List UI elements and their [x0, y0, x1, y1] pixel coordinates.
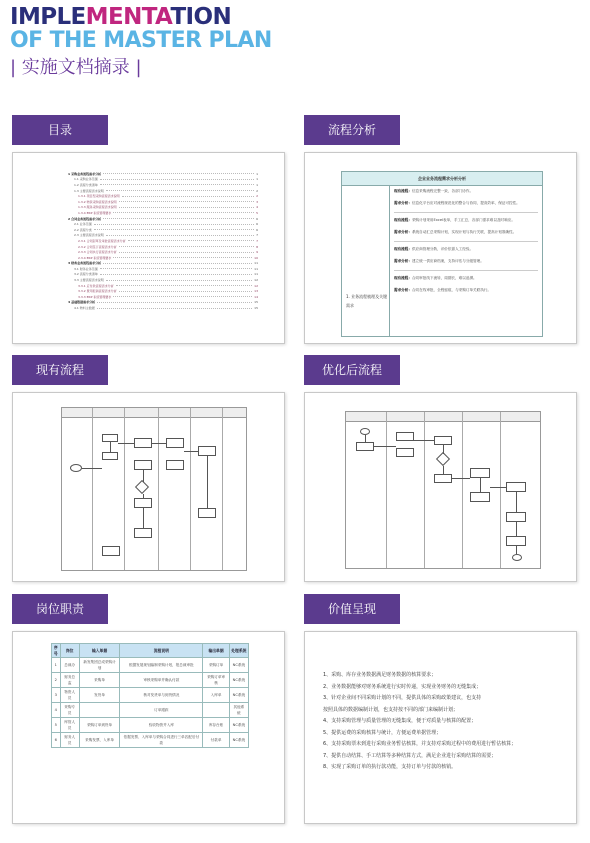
table-cell: 采购订单: [203, 658, 229, 673]
optimized-flow-diagram: [345, 411, 541, 569]
table-cell: NC系统: [229, 658, 248, 673]
table-cell: 3: [52, 688, 61, 703]
flow-analysis-panel: [304, 152, 577, 344]
current-flow-panel: [12, 392, 285, 582]
toc-entry-page: 11: [254, 266, 258, 271]
toc-entry-page: 11: [254, 261, 258, 266]
toc-entry-label: 2.3.1 合同起草及审批流程需求分析: [78, 238, 126, 243]
flow-analysis-block: 需求分析：建立统一供应商档案，支持评估与分级管理。: [394, 259, 484, 263]
value-item: 6、支持采购票未到进行采购业务暂估核算，并支持对采购过程中的费用进行暂估核算；: [323, 741, 517, 747]
toc-entry-label: 2.1 业务范围: [74, 222, 92, 227]
toc-entry-label: 1.2 流程分类清单: [74, 182, 98, 187]
flow-analysis-header: 企业业务流程需求分析分析: [342, 172, 542, 186]
flow-analysis-block: 现有流程：采购计划采用Excel表单，手工汇总，各部门需求难以及时响应。: [394, 218, 515, 222]
flow-analysis-block: 需求分析：系统自动汇总采购计划，实现计划与执行关联，提高计划准确性。: [394, 230, 517, 234]
flow-analysis-block: 现有流程：供应商管理分散，评价依靠人工经验。: [394, 247, 474, 251]
job-duties-table: [51, 643, 249, 748]
table-row: [52, 733, 249, 748]
toc-entry-label: 1.1 采购业务范围: [74, 177, 98, 182]
table-row: [52, 658, 249, 673]
table-cell: 订单跟踪: [120, 703, 203, 718]
toc-entry-page: 15: [254, 300, 258, 305]
table-cell: 核对发货单与到货情况: [120, 688, 203, 703]
toc-entry-label: 3.3.2 费用报销流程需求分析: [78, 289, 117, 294]
toc-entry-page: 6: [256, 227, 258, 232]
toc-entry-label: 1.3.3 服务采购流程需求说明: [78, 205, 117, 210]
table-cell: [79, 703, 120, 718]
toc-entry-page: 6: [256, 222, 258, 227]
table-cell: 库存台账: [203, 718, 229, 733]
toc-entry-page: 3: [256, 199, 258, 204]
toc-entry-page: 6: [256, 216, 258, 221]
toc-entry-page: 1: [256, 177, 258, 182]
table-cell: 采购专员: [60, 703, 79, 718]
value-panel: [304, 631, 577, 824]
table-cell: 6: [52, 733, 61, 748]
flow-analysis-block: 需求分析：信息化平台应对流程规范化的整合与协同，提高效率，保证可控性。: [394, 201, 520, 205]
toc-entry: [68, 305, 258, 311]
toc-entry-page: 15: [254, 306, 258, 311]
table-cell: 财务人员: [60, 733, 79, 748]
value-item: 4、支持采购管理与质量管理的无缝集成，便于对质量与核算的配置；: [323, 718, 477, 724]
toc-entry-label: 3.3.3 ERP 系统管理要求: [78, 294, 112, 299]
section-title-current-flow: 现有流程: [12, 355, 108, 385]
table-cell: 采购订单审核: [203, 673, 229, 688]
flow-analysis-table: [341, 171, 543, 337]
value-list: [323, 670, 569, 774]
table-cell: 新发集团总成采购计划: [79, 658, 120, 673]
toc-entry-page: 11: [254, 272, 258, 277]
toc-entry-page: 2: [256, 194, 258, 199]
toc-entry-label: 2.3.2 合同签订流程需求分析: [78, 244, 117, 249]
table-header-cell: 流程说明: [120, 644, 203, 658]
title-part-a: IMPLE: [10, 4, 86, 30]
toc-entry-page: 1: [256, 182, 258, 187]
table-row: [52, 718, 249, 733]
toc-entry-page: 12: [254, 283, 258, 288]
table-cell: 依据发票、入库单与采购合同进行三单匹配后付款: [120, 733, 203, 748]
table-row: [52, 673, 249, 688]
toc-entry-page: 2: [256, 188, 258, 193]
section-title-optimized-flow: 优化后流程: [304, 355, 400, 385]
table-cell: 物资人员: [60, 688, 79, 703]
toc-entry-label: 1 采购业务流程需求分析: [68, 171, 102, 176]
toc-entry-page: 7: [256, 238, 258, 243]
toc-panel: [12, 152, 285, 344]
table-header-cell: 序号: [52, 644, 61, 658]
flow-analysis-blocks: [390, 186, 542, 336]
toc-entry-label: 4 基础数据需求分析: [68, 300, 96, 305]
toc-entry-page: 10: [254, 255, 258, 260]
section-title-job-duties: 岗位职责: [12, 594, 108, 624]
toc-entry-page: 8: [256, 244, 258, 249]
title-part-b: MENTA: [85, 4, 171, 30]
table-cell: 其他系统: [229, 703, 248, 718]
table-cell: 1: [52, 658, 61, 673]
toc-entry-label: 2.3.3 合同执行流程需求分析: [78, 250, 117, 255]
flow-analysis-left-label: 1. 业务流程梳理及关键需求: [346, 294, 388, 308]
table-cell: 财务总监: [60, 673, 79, 688]
table-cell: 4: [52, 703, 61, 718]
section-title-flow-analysis: 流程分析: [304, 115, 400, 145]
value-item: 8、实现了采购订单的执行款功能，支持订单与付款的核销。: [323, 764, 457, 770]
table-header-cell: 输入单据: [79, 644, 120, 658]
table-row: [52, 688, 249, 703]
flow-analysis-block: 需求分析：合同在线审批，全程留痕，与采购订单关联执行。: [394, 288, 492, 292]
toc-entry-page: 9: [256, 250, 258, 255]
table-cell: 采购订单到货单: [79, 718, 120, 733]
table-cell: NC系统: [229, 718, 248, 733]
toc-entry-label: 1.3.1 项目型采购流程需求说明: [78, 194, 120, 199]
table-cell: 发货单: [79, 688, 120, 703]
toc-entry-page: 12: [254, 278, 258, 283]
toc-entry-label: 3.2 流程分类清单: [74, 272, 98, 277]
toc-entry-page: 5: [256, 210, 258, 215]
optimized-flow-panel: [304, 392, 577, 582]
toc-entry-label: 3 财务业务流程需求分析: [68, 261, 102, 266]
table-cell: 验收物资并入库: [120, 718, 203, 733]
toc-entry-label: 2.2 流程分类: [74, 227, 92, 232]
flow-analysis-block: 现有流程：合同审批线下流转，周期长，难以追溯。: [394, 276, 477, 280]
table-cell: 5: [52, 718, 61, 733]
main-title-line1: [10, 4, 231, 30]
table-cell: 库管人员: [60, 718, 79, 733]
table-cell: NC系统: [229, 688, 248, 703]
toc-entry-page: 1: [256, 171, 258, 176]
main-title-line2: OF THE MASTER PLAN: [10, 28, 272, 53]
toc-entry-label: 3.3.1 应付款流程需求分析: [78, 283, 114, 288]
toc-entry-page: 13: [254, 289, 258, 294]
table-cell: 2: [52, 673, 61, 688]
table-header-cell: 处理系统: [229, 644, 248, 658]
value-item: 5、提供运费的采购核算与统计，方便运费单据管理；: [323, 729, 442, 736]
value-item: 按照具体的数据编制计划，也支持按不同的部门来编制计划；: [323, 706, 459, 713]
table-header-cell: 输出单据: [203, 644, 229, 658]
toc-entry-label: 4.1 物料主数据: [74, 306, 95, 311]
table-cell: 采购发票、入库单: [79, 733, 120, 748]
toc-entry-label: 2.3 主要流程需求说明: [74, 233, 104, 238]
value-item: 3、针对企业间不同采购计划的不同，提供具体的采购政策建议，也支持: [323, 695, 482, 701]
toc-entry-label: 2.3.4 ERP 系统管理要求: [78, 255, 112, 260]
table-cell: 入库单: [203, 688, 229, 703]
toc-entry-label: 1.3 主要流程需求说明: [74, 188, 104, 193]
value-item: 1、采购、库存业务数据满足财务数据的核算要求；: [323, 672, 437, 678]
toc-entry-page: 7: [256, 233, 258, 238]
toc-list: [68, 171, 258, 311]
toc-entry-label: 1.3.4 ERP 系统管理要求: [78, 210, 112, 215]
toc-entry-label: 2 合同业务流程需求分析: [68, 216, 102, 221]
table-cell: 付款单: [203, 733, 229, 748]
current-flow-diagram: [61, 407, 247, 571]
section-title-toc: 目录: [12, 115, 108, 145]
table-cell: [203, 703, 229, 718]
table-cell: 采购单: [79, 673, 120, 688]
value-item: 7、提供自动结算、手工结算等多种结算方式，满足企业进行采购结算的需要；: [323, 752, 497, 759]
toc-entry-page: 4: [256, 205, 258, 210]
job-duties-panel: [12, 631, 285, 824]
table-cell: 根据发展规划编制采购计划，报总裁审批: [120, 658, 203, 673]
table-cell: NC系统: [229, 733, 248, 748]
title-part-c: TION: [170, 4, 232, 30]
flow-analysis-block: 现有流程：信息采购流程完整一致，各部门协作。: [394, 189, 474, 193]
toc-entry-label: 3.1 财务业务范围: [74, 266, 98, 271]
section-title-value: 价值呈现: [304, 594, 400, 624]
table-row: [52, 703, 249, 718]
table-header-cell: 岗位: [60, 644, 79, 658]
table-cell: NC系统: [229, 673, 248, 688]
value-item: 2、业务数据能够对财务系统进行实时传递，实现业务财务的无缝集成；: [323, 683, 482, 690]
toc-entry-page: 14: [254, 294, 258, 299]
toc-entry-label: 3.3 主要流程需求说明: [74, 278, 104, 283]
toc-entry-label: 1.3.2 物资采购流程需求说明: [78, 199, 117, 204]
table-cell: 审核采购单并确认付款: [120, 673, 203, 688]
page-subtitle: | 实施文档摘录 |: [10, 57, 142, 78]
table-cell: 总裁办: [60, 658, 79, 673]
